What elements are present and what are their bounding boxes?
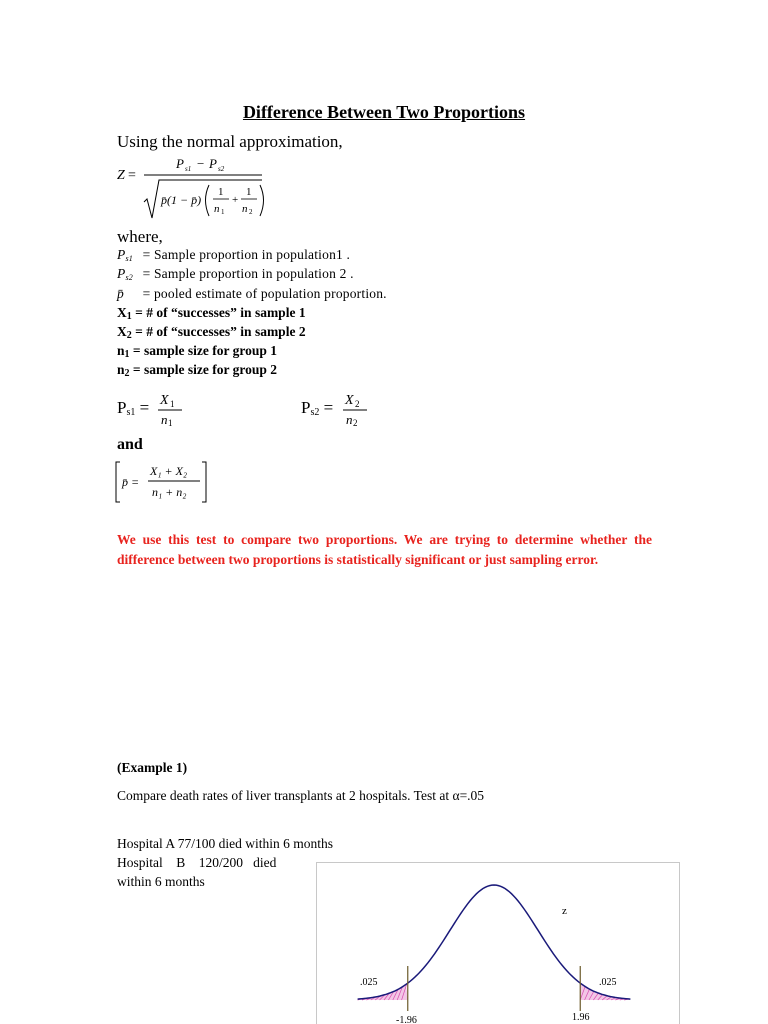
def-sub: s1 bbox=[125, 254, 133, 263]
numerator-p2: P bbox=[209, 156, 217, 171]
alpha-symbol: α bbox=[452, 788, 460, 803]
and-label: and bbox=[117, 436, 143, 453]
hospital-b-line1: Hospital B 120/200 died bbox=[117, 855, 277, 870]
ps2-den-sub: 2 bbox=[353, 418, 358, 428]
example-desc-suffix: =.05 bbox=[459, 788, 485, 803]
ps2-fraction bbox=[341, 388, 371, 430]
numerator-s1: s1 bbox=[185, 165, 192, 173]
frac2-den: n bbox=[242, 203, 248, 215]
ps1-fraction bbox=[156, 388, 186, 430]
where-label: where, bbox=[117, 227, 163, 246]
variable-x1 bbox=[117, 305, 306, 322]
def-symbol: P bbox=[117, 266, 126, 281]
numerator-p1: P bbox=[176, 156, 184, 171]
var-sub: 1 bbox=[126, 311, 132, 322]
var-sym: n bbox=[117, 362, 125, 377]
pooled-num: X₁ + X₂ bbox=[150, 464, 188, 478]
ps1-num-sub: 1 bbox=[170, 399, 175, 409]
ps1-label bbox=[117, 398, 149, 418]
z-formula bbox=[114, 152, 274, 226]
ps2-den: n bbox=[346, 412, 353, 427]
var-sub: 2 bbox=[124, 368, 130, 379]
var-text: = sample size for group 2 bbox=[129, 362, 277, 377]
z-symbol: Z bbox=[117, 168, 125, 183]
def-text: = Sample proportion in population1 . bbox=[142, 247, 351, 262]
variable-n1 bbox=[117, 343, 277, 360]
def-text: = pooled estimate of population proportion. bbox=[142, 286, 387, 301]
hospital-b-line2: within 6 months bbox=[117, 874, 205, 889]
numerator-s2: s2 bbox=[218, 165, 225, 173]
ps1-den-sub: 1 bbox=[168, 418, 173, 428]
var-sym: X bbox=[117, 305, 127, 320]
ps1-den: n bbox=[161, 412, 168, 427]
frac2-den-sub: 2 bbox=[249, 208, 253, 216]
ps2-num: X bbox=[345, 393, 354, 408]
numerator-minus: − bbox=[197, 156, 205, 171]
left-critical-label: -1.96 bbox=[396, 1015, 417, 1024]
pooled-den: n₁ + n₂ bbox=[152, 485, 187, 499]
var-text: = sample size for group 1 bbox=[129, 343, 277, 358]
frac1-den: n bbox=[214, 203, 220, 215]
pooled-lhs: p̄ = bbox=[122, 475, 140, 489]
ps1-sub: s1 bbox=[126, 407, 136, 418]
hospital-a-line: Hospital A 77/100 died within 6 months bbox=[117, 836, 334, 851]
def-symbol: p̄ bbox=[117, 286, 124, 301]
left-tail-label: .025 bbox=[360, 977, 378, 988]
example-desc-prefix: Compare death rates of liver transplants at 2 hospitals. Test at bbox=[117, 788, 453, 803]
z-label: z bbox=[562, 905, 567, 917]
ps2-label bbox=[301, 398, 333, 418]
def-symbol: P bbox=[117, 247, 126, 262]
variable-x2 bbox=[117, 324, 306, 341]
def-sub: s2 bbox=[125, 273, 133, 282]
variable-n2 bbox=[117, 362, 277, 379]
def-text: = Sample proportion in population 2 . bbox=[142, 266, 354, 281]
note-paragraph: We use this test to compare two proportions. We are trying to determine whether the difference between two proportions is statistically significant or just sampling error. bbox=[117, 532, 652, 567]
right-critical-label: 1.96 bbox=[572, 1012, 590, 1023]
frac1-den-sub: 1 bbox=[221, 208, 225, 216]
definition-ps1 bbox=[117, 247, 350, 263]
ps1-eq: = bbox=[135, 398, 150, 417]
ps1-num: X bbox=[160, 393, 169, 408]
ps2-num-sub: 2 bbox=[355, 399, 360, 409]
pooled-formula bbox=[114, 458, 214, 506]
right-tail-label: .025 bbox=[599, 977, 617, 988]
var-text: = # of “successes” in sample 2 bbox=[131, 324, 306, 339]
frac2-num: 1 bbox=[246, 186, 252, 198]
var-sub: 1 bbox=[124, 349, 130, 360]
var-sub: 2 bbox=[126, 330, 132, 341]
frac-plus: + bbox=[232, 194, 239, 206]
normal-curve bbox=[358, 885, 631, 999]
ps2-eq: = bbox=[319, 398, 334, 417]
normal-curve-chart bbox=[316, 862, 680, 1024]
intro-text: Using the normal approximation, bbox=[117, 132, 343, 151]
example-title: (Example 1) bbox=[117, 760, 188, 775]
frac1-num: 1 bbox=[218, 186, 224, 198]
equals-sign: = bbox=[128, 168, 136, 183]
definition-ps2 bbox=[117, 266, 354, 282]
ps1-p: P bbox=[117, 398, 127, 417]
page-title: Difference Between Two Proportions bbox=[242, 102, 526, 122]
ps2-p: P bbox=[301, 398, 311, 417]
var-text: = # of “successes” in sample 1 bbox=[131, 305, 306, 320]
example-description bbox=[117, 788, 484, 804]
definition-pbar bbox=[117, 286, 387, 302]
var-sym: n bbox=[117, 343, 125, 358]
denominator-pbar-term: p̄(1 − p̄) bbox=[161, 193, 202, 207]
ps2-sub: s2 bbox=[310, 407, 320, 418]
var-sym: X bbox=[117, 324, 127, 339]
